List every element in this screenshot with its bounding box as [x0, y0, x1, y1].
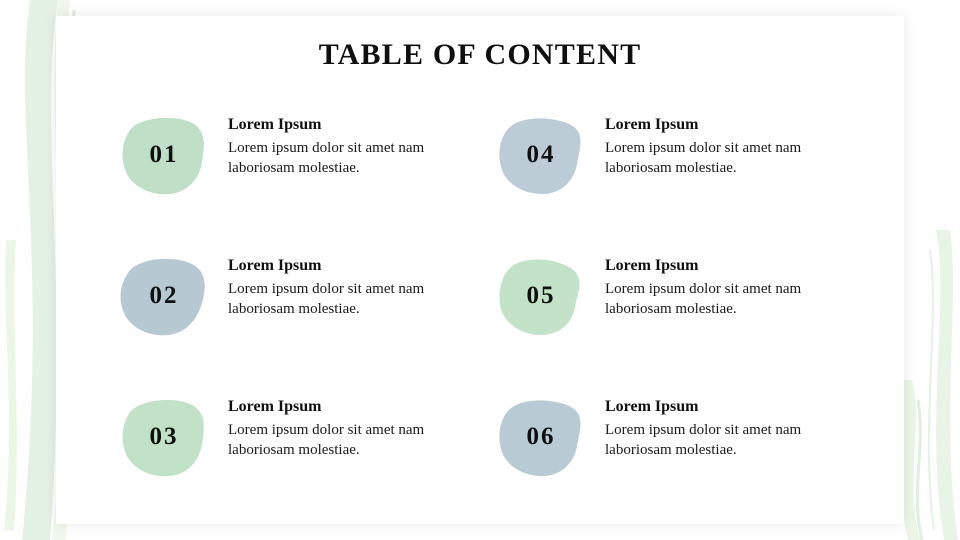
item-heading: Lorem Ipsum: [605, 398, 699, 415]
number-blob: [493, 255, 589, 337]
list-item[interactable]: [493, 249, 856, 361]
item-number: 05: [526, 282, 556, 309]
item-number: 01: [149, 141, 179, 168]
number-blob: [116, 114, 212, 196]
item-number: 06: [526, 423, 556, 450]
item-heading: Lorem Ipsum: [228, 398, 322, 415]
item-text: [228, 108, 468, 178]
number-blob: [493, 396, 589, 478]
number-blob: [493, 114, 589, 196]
item-heading: Lorem Ipsum: [605, 257, 699, 274]
item-heading: Lorem Ipsum: [228, 116, 322, 133]
list-item[interactable]: [116, 108, 479, 220]
toc-grid: [116, 108, 856, 502]
item-number: 03: [149, 423, 179, 450]
item-body: Lorem ipsum dolor sit amet nam laboriosam molestiae.: [605, 281, 802, 317]
item-text: [605, 108, 845, 178]
item-number: 04: [526, 141, 556, 168]
item-text: [605, 390, 845, 460]
item-heading: Lorem Ipsum: [605, 116, 699, 133]
item-body: Lorem ipsum dolor sit amet nam laboriosam molestiae.: [228, 281, 425, 317]
item-text: [228, 249, 468, 319]
item-text: [228, 390, 468, 460]
list-item[interactable]: [116, 249, 479, 361]
page-title: TABLE OF CONTENT: [318, 38, 642, 71]
item-heading: Lorem Ipsum: [228, 257, 322, 274]
number-blob: [116, 396, 212, 478]
number-blob: [116, 255, 212, 337]
content-card: [56, 16, 904, 524]
item-body: Lorem ipsum dolor sit amet nam laboriosam molestiae.: [605, 140, 802, 176]
list-item[interactable]: [493, 108, 856, 220]
item-number: 02: [149, 282, 179, 309]
item-body: Lorem ipsum dolor sit amet nam laboriosam molestiae.: [228, 140, 425, 176]
item-body: Lorem ipsum dolor sit amet nam laboriosam molestiae.: [228, 422, 425, 458]
item-body: Lorem ipsum dolor sit amet nam laboriosam molestiae.: [605, 422, 802, 458]
item-text: [605, 249, 845, 319]
list-item[interactable]: [116, 390, 479, 502]
list-item[interactable]: [493, 390, 856, 502]
